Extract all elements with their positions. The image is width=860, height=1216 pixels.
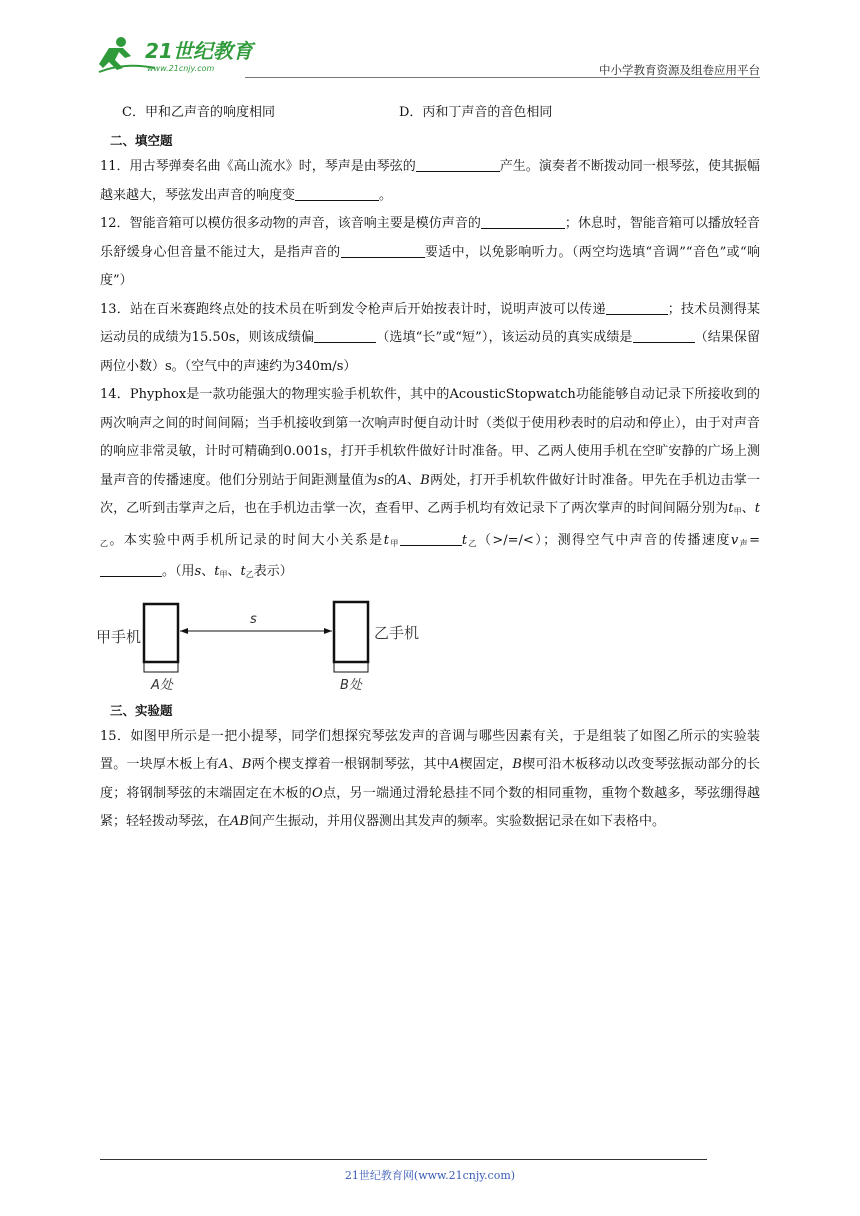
footer-link[interactable]: 21世纪教育网(www.21cnjy.com) — [344, 1169, 516, 1182]
label-b: B处 — [340, 677, 362, 693]
answer-blank[interactable] — [100, 562, 162, 577]
answer-blank[interactable] — [341, 243, 425, 258]
phone-a-body — [144, 604, 178, 662]
answer-blank[interactable] — [400, 531, 462, 546]
label-distance: s — [250, 611, 257, 627]
arrow-right-icon — [324, 628, 332, 634]
label-yi-phone: 乙手机 — [374, 623, 420, 642]
answer-blank[interactable] — [295, 186, 379, 201]
label-jia-phone: 甲手机 — [96, 627, 142, 646]
svg-text:21世纪教育: 21世纪教育 — [145, 39, 253, 63]
question-11: 11．用古琴弹奏名曲《高山流水》时，琴声是由琴弦的 产生。演奏者不断拨动同一根琴弦，使其振幅越来越大，琴弦发出声音的响度变 。 — [100, 159, 760, 203]
answer-blank[interactable] — [606, 300, 668, 315]
answer-blank[interactable] — [633, 328, 695, 343]
platform-name: 中小学教育资源及组卷应用平台 — [599, 63, 760, 77]
question-content — [96, 98, 760, 837]
svg-text:www.21cnjy.com: www.21cnjy.com — [147, 64, 215, 73]
answer-blank[interactable] — [481, 214, 565, 229]
page-header — [95, 30, 760, 78]
phone-diagram — [96, 598, 760, 698]
phone-b-base — [334, 662, 368, 672]
question-14: 14．Phyphox是一款功能强大的物理实验手机软件，其中的AcousticStopwatch功能能够自动记录下所接收到的两次响声之间的时间间隔；当手机接收到第一次响声时便自动计时（类似于使用秒表时的启动和停止），由于对声音的响应非常灵敏，计时可精确到0.001s，打开手机软件做好计时准备。甲、乙两人使用手机在空旷安静的广场上测量声音的传播速度。他们分别站于间距测量值为s的A、B两处，打开手机软件做好计时准备。甲先在手机边击掌一次，乙听到击掌声之后，也在手机边击掌一次，查看甲、乙两手机均有效记录下了两次掌声的时间间隔分别为$t_甲$、$t_乙$。本实验中两手机所记录的时间大小关系是$t_甲$ $t_乙(>/=/<)$；测得空气中声音的传播速度$v_声=$。（用s、$t_甲$、$t_乙$表示） — [100, 387, 760, 579]
question-13: 13．站在百米赛跑终点处的技术员在听到发令枪声后开始按表计时，说明声波可以传递 ；技术员测得某运动员的成绩为15.50s，则该成绩偏 （选填“长”或“短”），该运动员的真实成绩是 （结果保留两位小数）s。（空气中的声速约为340m/s） — [100, 301, 760, 374]
question-15: 15．如图甲所示是一把小提琴，同学们想探究琴弦发声的音调与哪些因素有关，于是组装了如图乙所示的实验装置。一块厚木板上有A、B两个楔支撑着一根钢制琴弦，其中A楔固定，B楔可沿木板移动以改变琴弦振动部分的长度；将钢制琴弦的末端固定在木板的O点，另一端通过滑轮悬挂不同个数的相同重物，重物个数越多，琴弦绷得越紧；轻轻拨动琴弦，在AB间产生振动，并用仪器测出其发声的频率。实验数据记录在如下表格中。 — [100, 728, 760, 829]
site-logo — [95, 34, 265, 74]
phone-b-body — [334, 602, 368, 662]
footer-divider — [100, 1159, 707, 1160]
section-experiment: 三、实验题 — [110, 702, 173, 718]
question-12: 12．智能音箱可以模仿很多动物的声音，该音响主要是模仿声音的 ；休息时，智能音箱可以播放轻音乐舒缓身心但音量不能过大，是指声音的 要适中，以免影响听力。（两空均选填“音调”“音色”或“响度”） — [100, 216, 760, 288]
section-fill-blank: 二、填空题 — [110, 133, 173, 148]
label-a: A处 — [151, 677, 173, 693]
option-d: D．丙和丁声音的音色相同 — [399, 105, 553, 120]
header-divider — [245, 77, 760, 78]
answer-blank[interactable] — [416, 157, 500, 172]
q10-options — [100, 98, 760, 128]
arrow-left-icon — [180, 628, 188, 634]
option-c: C．甲和乙声音的响度相同 — [122, 105, 275, 120]
phone-a-base — [144, 662, 178, 672]
answer-blank[interactable] — [314, 328, 376, 343]
